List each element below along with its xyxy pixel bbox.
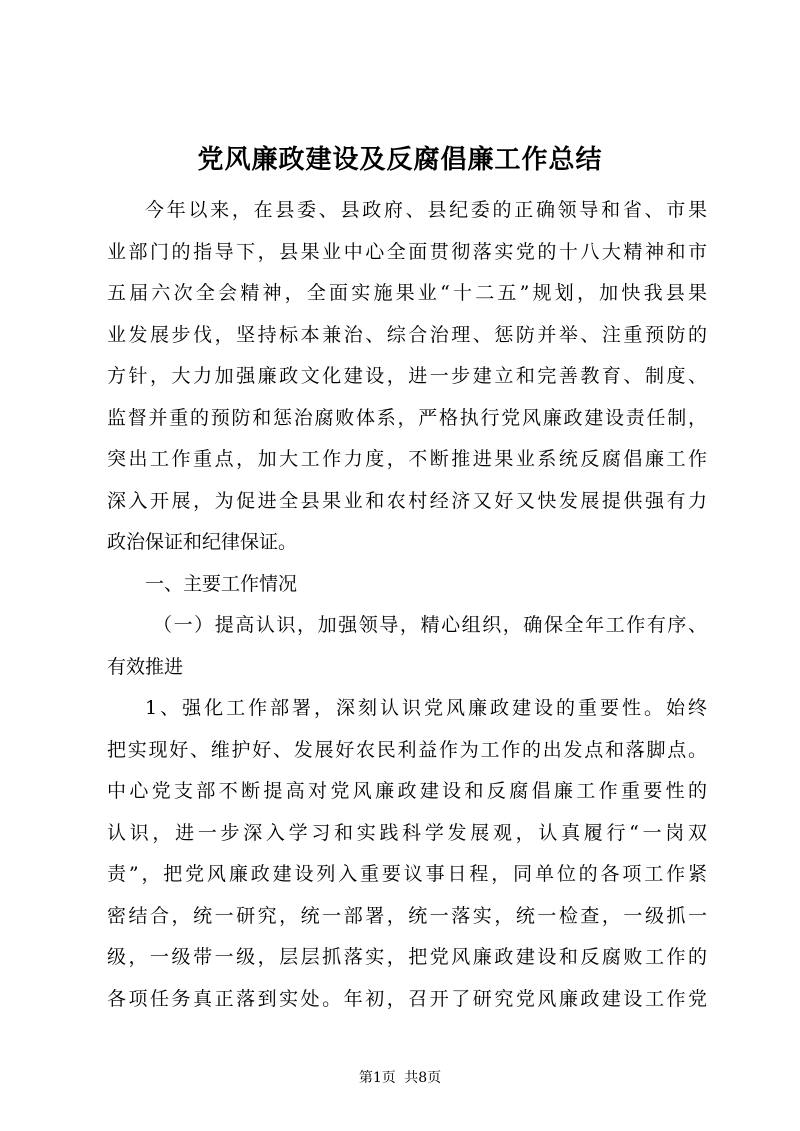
page-number: 第1页 (358, 1070, 396, 1086)
text-line: 各项任务真正落到实处。年初，召开了研究党风廉政建设工作党 (107, 987, 707, 1010)
text-line: 今年以来，在县委、县政府、县纪委的正确领导和省、市果 (145, 199, 707, 221)
subsection-heading (107, 605, 707, 688)
text-line: 密结合，统一研究，统一部署，统一落实，统一检查，一级抓一 (107, 904, 707, 927)
document-body (107, 190, 707, 1020)
text-line: 有效推进 (107, 655, 184, 678)
text-line: 监督并重的预防和惩治腐败体系，严格执行党风廉政建设责任制， (107, 406, 707, 429)
text-line: 认识，进一步深入学习和实践科学发展观，认真履行“一岗双 (107, 821, 707, 844)
text-line: 五届六次全会精神，全面实施果业“十二五”规划，加快我县果 (107, 282, 707, 304)
text-line: 方针，大力加强廉政文化建设，进一步建立和完善教育、制度、 (107, 365, 707, 387)
text-line: 政治保证和纪律保证。 (107, 531, 298, 553)
paragraph-intro (107, 190, 707, 564)
text-line: （一）提高认识，加强领导，精心组织，确保全年工作有序、 (153, 614, 707, 636)
text-line: 深入开展，为促进全县果业和农村经济又好又快发展提供强有力 (107, 489, 707, 512)
text-line: 1、强化工作部署，深刻认识党风廉政建设的重要性。始终 (145, 697, 707, 719)
text-line: 级，一级带一级，层层抓落实，把党风廉政建设和反腐败工作的 (107, 946, 707, 968)
text-line: 责”，把党风廉政建设列入重要议事日程，同单位的各项工作紧 (107, 863, 707, 885)
text-line: 突出工作重点，加大工作力度，不断推进果业系统反腐倡廉工作 (107, 448, 707, 470)
text-line: 中心党支部不断提高对党风廉政建设和反腐倡廉工作重要性的 (107, 780, 707, 802)
paragraph-work-deployment (107, 688, 707, 1020)
text-line: 把实现好、维护好、发展好农民利益作为工作的出发点和落脚点。 (107, 738, 707, 761)
section-heading: 一、主要工作情况 (145, 572, 298, 595)
document-title: 党风廉政建设及反腐倡廉工作总结 (197, 145, 603, 175)
text-line: 业部门的指导下，县果业中心全面贯彻落实党的十八大精神和市 (107, 240, 707, 263)
text-line: 业发展步伐，坚持标本兼治、综合治理、惩防并举、注重预防的 (107, 323, 707, 346)
page-total: 共8页 (404, 1070, 442, 1086)
page-footer (0, 1068, 800, 1088)
